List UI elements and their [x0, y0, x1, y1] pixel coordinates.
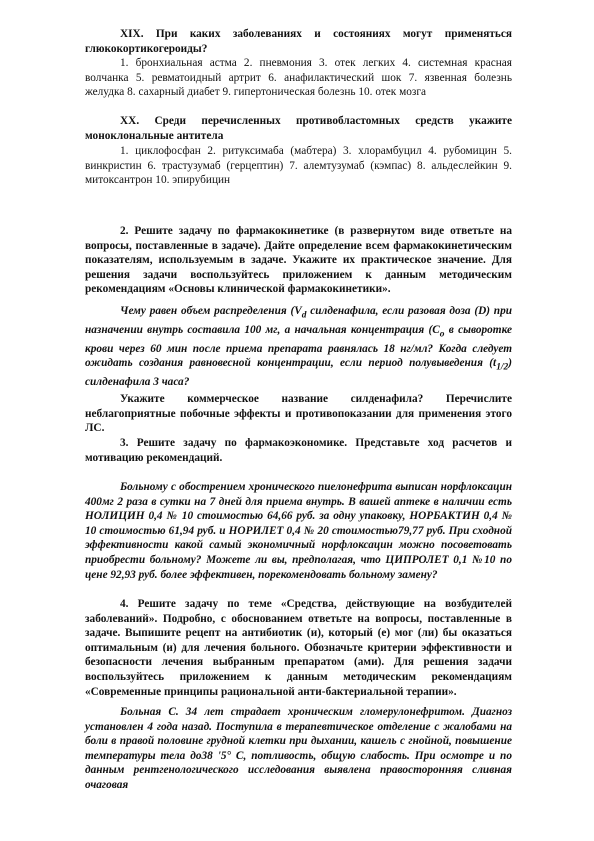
- task-2-intro: 2. Решите задачу по фармакокинетике (в развернутом виде ответьте на вопросы, поставленные в задаче). Дайте определение всем фармакокинетическим показателям, используемым в задаче. Укажите их практическое значение. Для решения задачи воспользуйтесь приложением к данным методическим рекомендациям «Основы клинической фармакокинетики».: [85, 225, 512, 296]
- subscript-o: о: [439, 329, 445, 340]
- task-4-case: Больная С. 34 лет страдает хроническим гломерулонефритом. Диагноз установлен 4 года назад. Поступила в терапевтическое отделение с жалобами на боли в правой половине грудной клетки при дыхании, кашель с гнойной, повышение температуры тела до38 '5° С, потливость, общую слабость. При осмотре и по данным рентгенологического исследования выявлена правосторонняя сливная очаговая: [85, 706, 512, 791]
- task-4-intro: 4. Решите задачу по теме «Средства, действующие на возбудителей заболеваний». Подробно, с обоснованием ответьте на вопросы, поставленные в задаче. Выпишите рецепт на антибиотик (и), который (е) мог (ли) бы оказаться оптимальным (и) для лечения больного. Обозначьте критерии эффективности и безопасности лечения выбранным препаратом (ами). Для решения задачи воспользуйтесь приложением к данным методическим рекомендациям «Современные принципы рациональной анти-бактериальной терапии».: [85, 598, 512, 698]
- task-3-intro: 3. Решите задачу по фармакоэкономике. Представьте ход расчетов и мотивацию рекомендаций.: [85, 437, 512, 464]
- question-19-title: XIX. При каких заболеваниях и состояниях могут применяться глюкокортикогероиды?: [85, 28, 512, 55]
- task-2-question: Укажите коммерческое название силденафила? Перечислите неблагоприятные побочные эффекты и противопоказании для применения этого ЛС.: [85, 393, 512, 435]
- question-20-answers: 1. циклофосфан 2. ритуксимаба (мабтера) 3. хлорамбуцил 4. рубомицин 5. винкристин 6. трастузумаб (герцептин) 7. алемтузумаб (кэмпас) 8. альдеслейкин 9. митоксантрон 10. эпирубицин: [85, 145, 512, 187]
- subscript-half: 1/2: [496, 362, 509, 373]
- question-20-title: XX. Среди перечисленных противобластомных средств укажите моноклональные антитела: [85, 115, 512, 142]
- task-3-problem: Больному с обострением хронического пиелонефрита выписан норфлоксацин 400мг 2 раза в сутки на 7 дней для приема внутрь. В вашей аптеке в наличии есть НОЛИЦИН 0,4 № 10 стоимостью 64,66 руб. за одну упаковку, НОРБАКТИН 0,4 № 10 стоимостью 61,94 руб. и НОРИЛЕТ 0,4 № 20 стоимостью79,77 руб. При сходной эффективности какой самый экономичный норфлоксацин можно посоветовать приобрести больному? Можете ли вы, предполагая, что ЦИПРОЛЕТ 0,1 №10 по цене 92,93 руб. более эффективен, порекомендовать больному замену?: [85, 481, 512, 581]
- subscript-d: d: [301, 310, 307, 321]
- task-2-problem: Чему равен объем распределения ($V_d$ силденафила, если разовая доза (D) при назначении внутрь составила 100 мг, а начальная концентрация ($С_о$ в сыворотке крови через 60 мин после приема препарата равнялась 18 нг/мл? Когда следует ожидать создания равновесной концентрации, если период полувыведения $(t_{1/2})$ силденафила 3 часа?: [85, 305, 513, 389]
- question-19-answers: 1. бронхиальная астма 2. пневмония 3. отек легких 4. системная красная волчанка 5. ревматоидный артрит 6. анафилактический шок 7. язвенная болезнь желудка 8. сахарный диабет 9. гипертоническая болезнь 10. отек мозга: [85, 57, 512, 99]
